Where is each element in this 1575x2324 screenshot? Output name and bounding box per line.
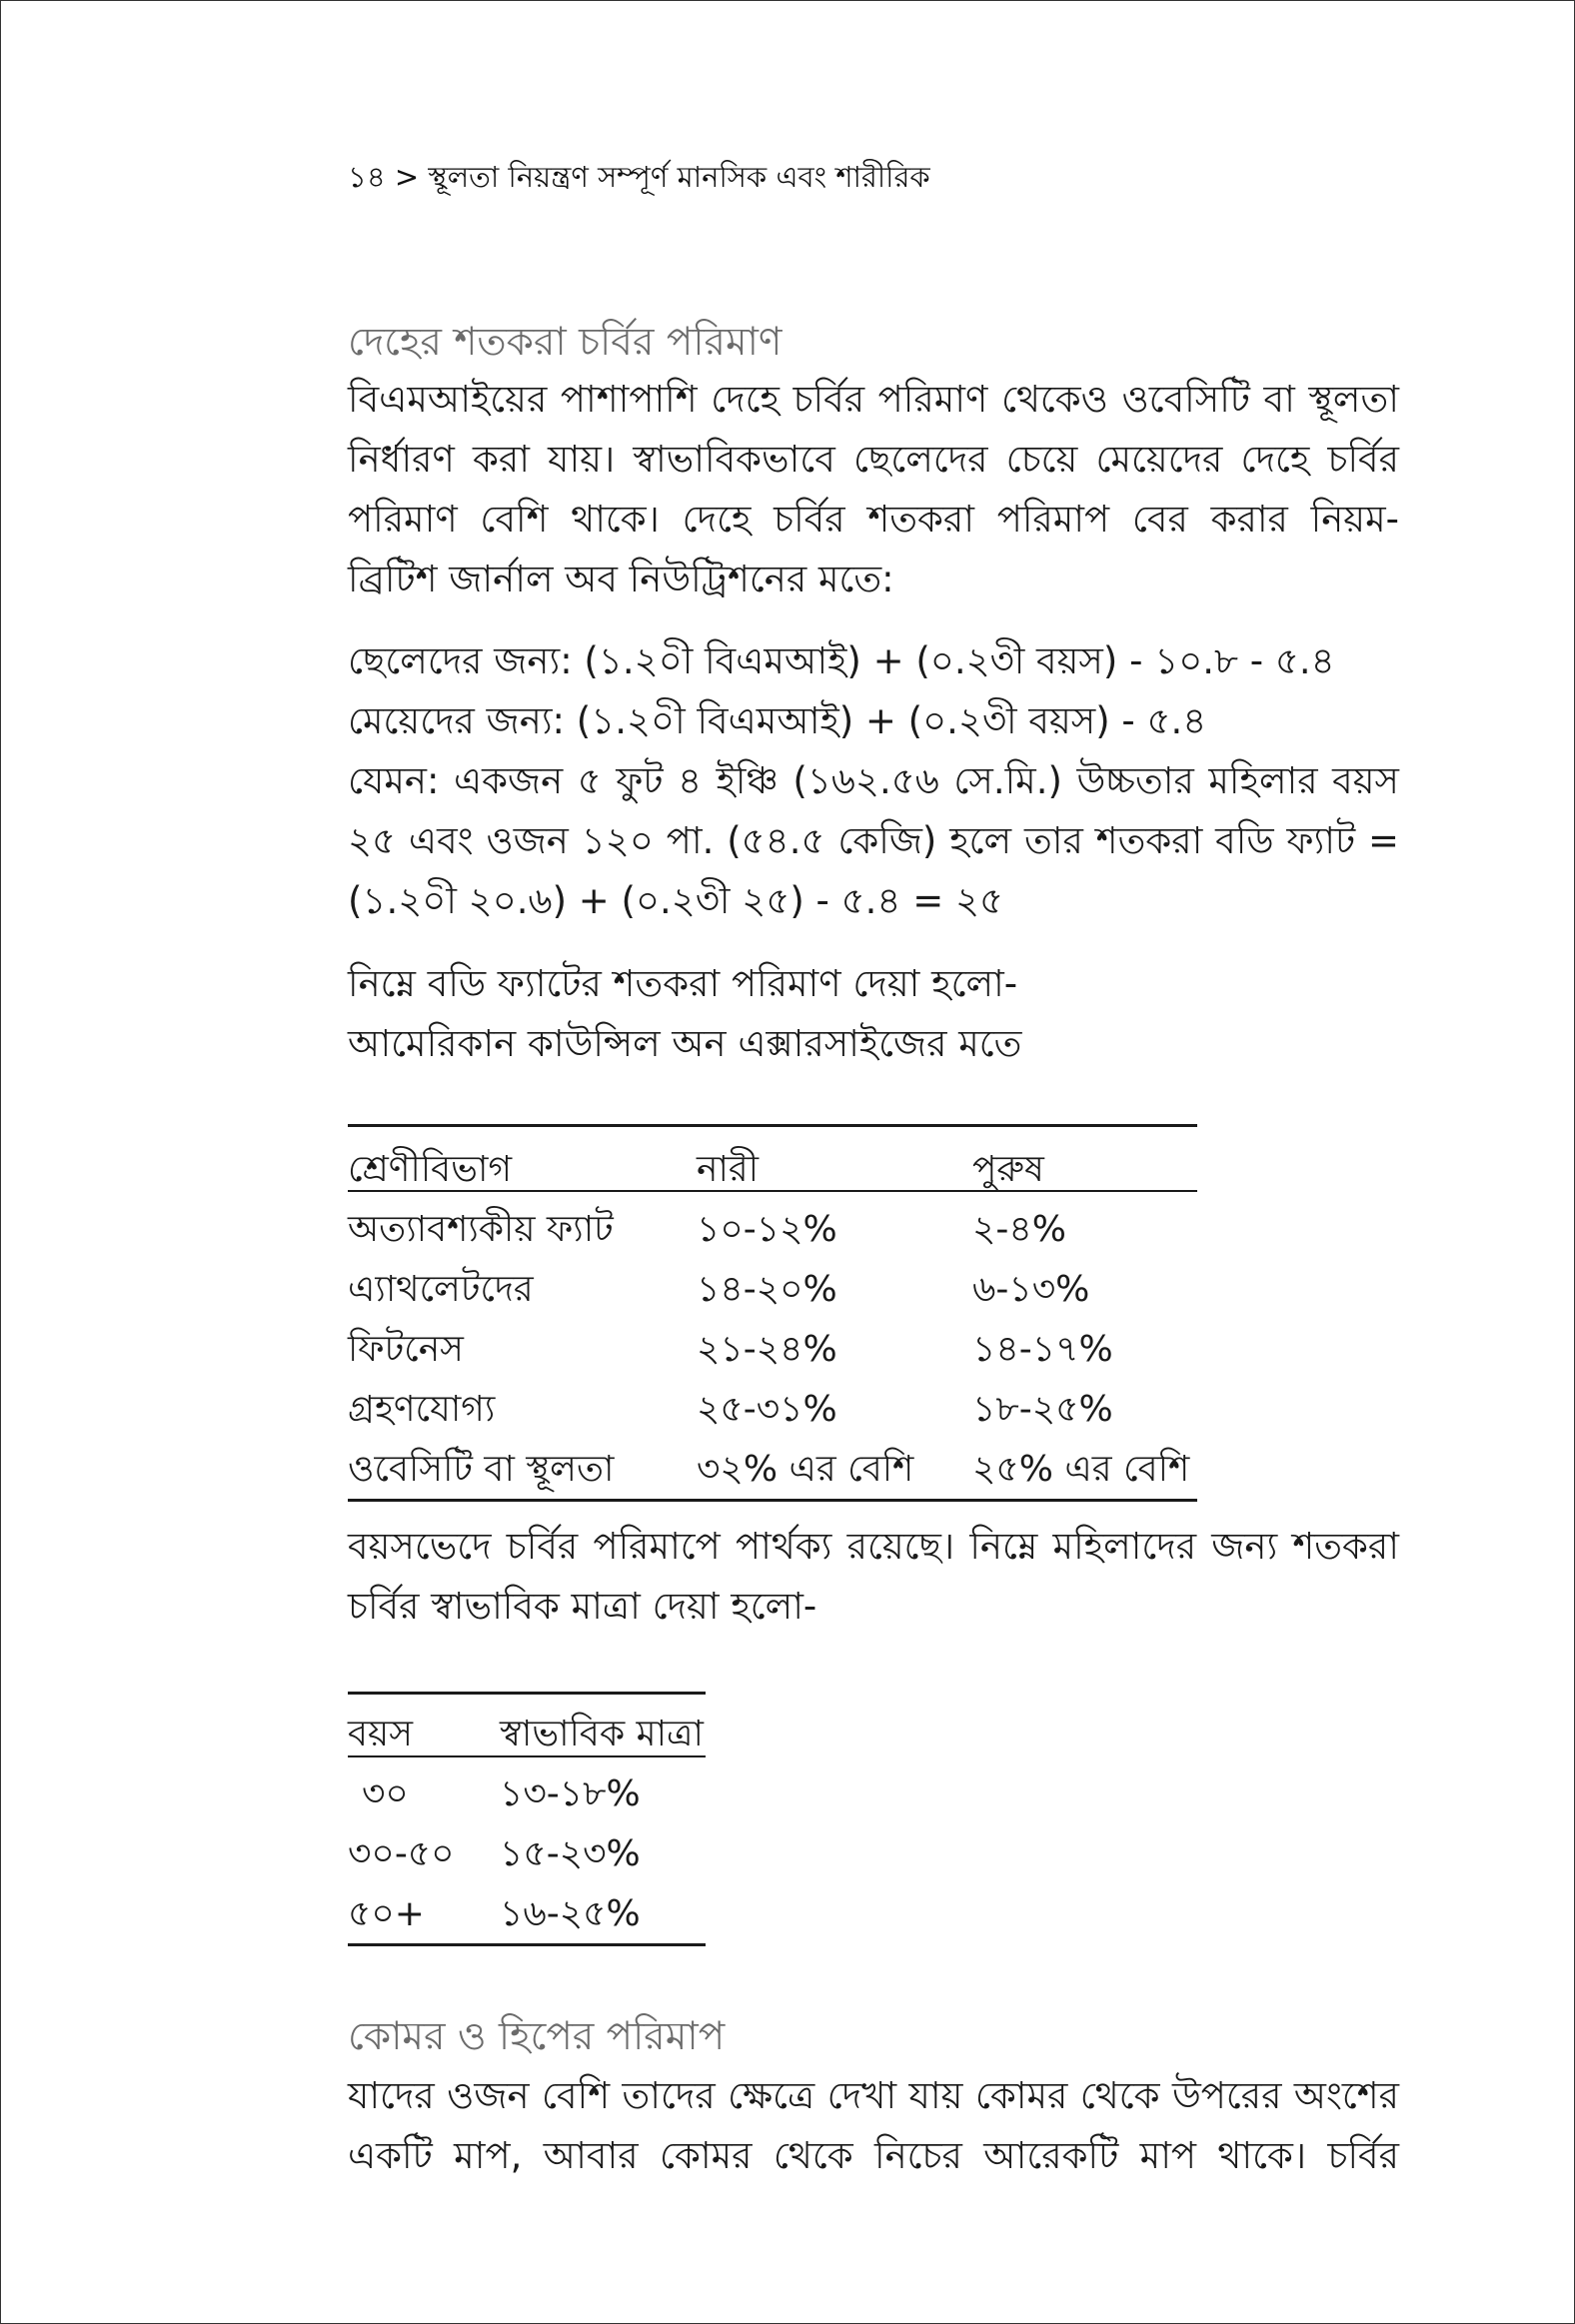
example-line: যেমন: একজন ৫ ফুট ৪ ইঞ্চি (১৬২.৫৬ সে.মি.) উচ্চতার মহিলার বয়স	[348, 759, 1399, 802]
table-cell: ১৪-১৭%	[972, 1329, 1113, 1370]
table-header-rule	[348, 1190, 1197, 1192]
table-bottom-rule	[348, 1943, 706, 1946]
table-cell: ১৬-২৫%	[500, 1893, 641, 1934]
table-header-normal-range: স্বাভাবিক মাত্রা	[500, 1714, 704, 1754]
body-fat-paragraph	[348, 370, 1399, 609]
formula-male: ছেলেদের জন্য: (১.২০ী বিএমআই) + (০.২৩ী বয়স) - ১০.৮ - ৫.৪	[348, 639, 1335, 682]
intro-line: আমেরিকান কাউন্সিল অন এক্সারসাইজের মতে	[348, 1022, 1022, 1065]
paragraph-line: বিএমআইয়ের পাশাপাশি দেহে চর্বির পরিমাণ থেকেও ওবেসিটি বা স্থূলতা	[348, 378, 1399, 421]
example-line: ২৫ এবং ওজন ১২০ পা. (৫৪.৫ কেজি) হলে তার শতকরা বডি ফ্যাট =	[348, 819, 1399, 862]
paragraph-line: ব্রিটিশ জার্নাল অব নিউট্রিশনের মতে:	[348, 558, 894, 600]
table-bottom-rule	[348, 1499, 1197, 1502]
formula-female: মেয়েদের জন্য: (১.২০ী বিএমআই) + (০.২৩ী বয়স) - ৫.৪	[348, 699, 1207, 742]
table-cell: ৩০	[362, 1773, 409, 1814]
table-cell: ১৩-১৮%	[500, 1773, 641, 1814]
running-head: ১৪ > স্থূলতা নিয়ন্ত্রণ সম্পূর্ণ মানসিক এবং শারীরিক	[348, 160, 930, 194]
table-cell: ৫০+	[348, 1893, 425, 1934]
example-result: (১.২০ী ২০.৬) + (০.২৩ী ২৫) - ৫.৪ = ২৫	[348, 879, 1004, 922]
table-cell: ২-৪%	[972, 1209, 1066, 1250]
table-header-male: পুরুষ	[972, 1149, 1044, 1190]
age-paragraph	[348, 1517, 1399, 1637]
table-cell: ওবেসিটি বা স্থূলতা	[348, 1449, 615, 1490]
table-cell: এ্যাথলেটদের	[348, 1269, 534, 1310]
table-header-category: শ্রেণীবিভাগ	[348, 1149, 513, 1190]
paragraph-line: চর্বির স্বাভাবিক মাত্রা দেয়া হলো-	[348, 1585, 817, 1628]
table-cell: অত্যাবশ্যকীয় ফ্যাট	[348, 1209, 614, 1250]
waist-hip-paragraph	[348, 2066, 1399, 2186]
table-header-age: বয়স	[348, 1714, 414, 1754]
table-top-rule	[348, 1692, 706, 1695]
table-intro	[348, 954, 1399, 1074]
section-title-waist-hip: কোমর ও হিপের পরিমাপ	[348, 2014, 726, 2059]
table-cell: ১০-১২%	[697, 1209, 837, 1250]
table-header-female: নারী	[697, 1149, 760, 1190]
intro-line: নিম্নে বডি ফ্যাটের শতকরা পরিমাণ দেয়া হলো-	[348, 962, 1018, 1005]
section-title-body-fat: দেহের শতকরা চর্বির পরিমাণ	[348, 320, 783, 365]
table-cell: ১৮-২৫%	[972, 1389, 1113, 1430]
paragraph-line: নির্ধারণ করা যায়। স্বাভাবিকভাবে ছেলেদের চেয়ে মেয়েদের দেহে চর্বির	[348, 438, 1399, 481]
paragraph-line: পরিমাণ বেশি থাকে। দেহে চর্বির শতকরা পরিমাপ বের করার নিয়ম-	[348, 498, 1399, 541]
paragraph-line: বয়সভেদে চর্বির পরিমাপে পার্থক্য রয়েছে। নিম্নে মহিলাদের জন্য শতকরা	[348, 1525, 1399, 1568]
table-header-rule	[348, 1755, 706, 1757]
table-cell: ২১-২৪%	[697, 1329, 837, 1370]
table-cell: ১৪-২০%	[697, 1269, 837, 1310]
paragraph-line: একটি মাপ, আবার কোমর থেকে নিচের আরেকটি মাপ থাকে। চর্বির	[348, 2134, 1399, 2177]
formula-block	[348, 631, 1399, 931]
table-cell: গ্রহণযোগ্য	[348, 1389, 496, 1430]
table-cell: ২৫% এর বেশি	[972, 1449, 1190, 1490]
table-cell: ৩২% এর বেশি	[697, 1449, 914, 1490]
table-cell: ৬-১৩%	[972, 1269, 1090, 1310]
paragraph-line: যাদের ওজন বেশি তাদের ক্ষেত্রে দেখা যায় কোমর থেকে উপরের অংশের	[348, 2074, 1399, 2117]
table-cell: ২৫-৩১%	[697, 1389, 837, 1430]
table-cell: ৩০-৫০	[348, 1833, 455, 1874]
table-cell: ১৫-২৩%	[500, 1833, 641, 1874]
table-cell: ফিটনেস	[348, 1329, 464, 1370]
table-top-rule	[348, 1124, 1197, 1127]
